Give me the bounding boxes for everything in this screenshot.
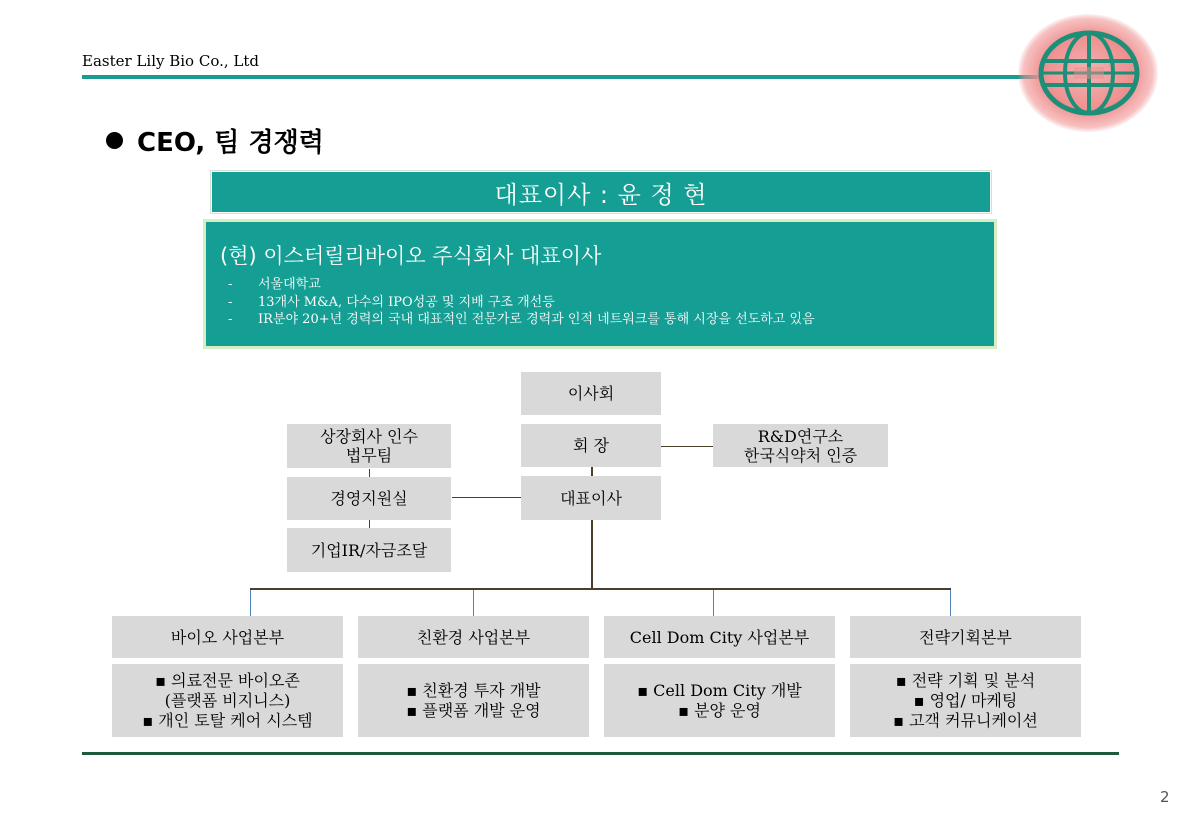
ceo-history-item: [220, 276, 994, 294]
task-item: ▪ Cell Dom City 개발: [637, 680, 802, 700]
division-drop-line: [473, 590, 474, 616]
connector-line: [369, 469, 370, 477]
division-eco: 친환경 사업본부: [358, 616, 589, 658]
org-rnd-lab: [713, 424, 888, 467]
task-item: ▪ 플랫폼 개발 운영: [406, 700, 541, 720]
task-item: (플랫폼 비지니스): [164, 690, 291, 710]
division-bio: 바이오 사업본부: [112, 616, 343, 658]
org-ir-funding: 기업IR/자금조달: [287, 528, 451, 572]
connector-line: [369, 520, 370, 528]
history-text: 13개사 M&A, 다수의 IPO성공 및 지배 구조 개선등: [258, 294, 555, 310]
connector-line: [452, 497, 522, 498]
history-text: 서울대학교: [258, 277, 321, 292]
task-item: ▪ 영업/ 마케팅: [913, 690, 1018, 710]
rnd-line: R&D연구소: [757, 426, 844, 446]
org-management-support: 경영지원실: [287, 477, 451, 520]
connector-line: [591, 466, 593, 476]
org-chairman: 회 장: [521, 424, 661, 467]
task-item: ▪ 의료전문 바이오존: [155, 670, 300, 690]
task-item: ▪ 분양 운영: [678, 700, 761, 720]
org-ma-legal: [287, 424, 451, 468]
task-item: ▪ 전략 기획 및 분석: [895, 670, 1036, 690]
section-heading: [106, 122, 324, 159]
division-strategy: 전략기획본부: [850, 616, 1081, 658]
division-eco-tasks: [358, 664, 589, 737]
globe-logo-icon: [1034, 27, 1144, 119]
division-bus-line: [250, 588, 951, 590]
division-strategy-tasks: [850, 664, 1081, 737]
page-number: 2: [1160, 788, 1170, 806]
dash: -: [228, 294, 233, 310]
task-item: ▪ 친환경 투자 개발: [406, 680, 541, 700]
heading-text: CEO, 팀 경쟁력: [137, 128, 324, 158]
division-drop-line: [250, 590, 251, 616]
org-ceo: 대표이사: [521, 476, 661, 520]
ceo-title-banner: 대표이사 : 윤 정 현: [212, 172, 990, 212]
dash: -: [228, 277, 233, 292]
rnd-line: 한국식약처 인증: [743, 445, 858, 465]
ceo-history-item: [220, 294, 994, 312]
org-board: 이사회: [521, 372, 661, 415]
task-item: ▪ 개인 토탈 케어 시스템: [142, 710, 313, 730]
ceo-history-item: [220, 311, 994, 329]
ceo-profile-box: [206, 222, 994, 346]
division-bio-tasks: [112, 664, 343, 737]
division-drop-line: [950, 590, 951, 616]
connector-line: [591, 520, 593, 589]
division-celldomcity: Cell Dom City 사업본부: [604, 616, 835, 658]
ma-line: 상장회사 인수: [320, 427, 418, 446]
division-celldomcity-tasks: [604, 664, 835, 737]
ceo-current-role: (현) 이스터릴리바이오 주식회사 대표이사: [220, 244, 602, 268]
bullet-dot: [106, 132, 123, 149]
company-name: Easter Lily Bio Co., Ltd: [82, 52, 259, 70]
ma-line: 법무팀: [345, 446, 393, 465]
dash: -: [228, 312, 233, 327]
header-divider: [82, 75, 1122, 79]
history-text: IR분야 20+년 경력의 국내 대표적인 전문가로 경력과 인적 네트워크를 통해 시장을 선도하고 있음: [258, 312, 815, 327]
connector-line: [660, 446, 714, 447]
task-item: ▪ 고객 커뮤니케이션: [893, 710, 1038, 730]
division-drop-line: [713, 590, 714, 616]
footer-divider: [82, 752, 1119, 755]
